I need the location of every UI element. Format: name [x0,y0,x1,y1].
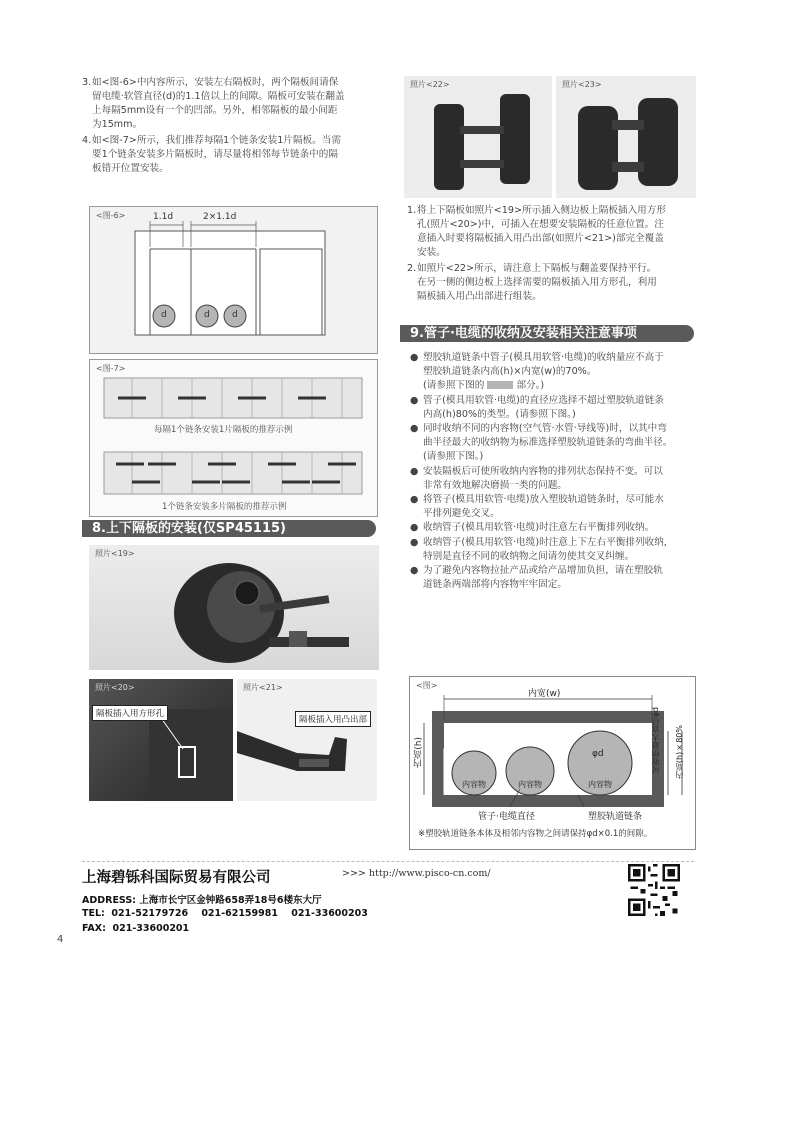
dimension-2x1-1d: 2×1.1d [203,212,237,222]
bullet-item [410,394,700,422]
page-number: 4 [57,934,64,945]
inner-width-label: 内宽(w) [528,689,561,699]
paragraph-line: 如照片<22>所示，请注意上下隔板与翻盖要保持平行。 [417,263,657,274]
photo-label: 照片<22> [410,80,450,89]
photo-label: 照片<23> [562,80,602,89]
inner-height-label: 内高(h) [414,737,424,768]
photo-23-image [556,76,696,198]
bullet-line: 内高(h)80%的类型。(请参照下图。) [423,408,576,420]
bullet-dot-icon: ● [410,522,419,534]
figure-6-drawing [90,207,377,353]
paragraph-line: 孔(照片<20>)中，可插入在想要安装隔板的任意位置。注 [417,219,664,230]
figure-label: <图-7> [96,364,126,373]
bullet-item [410,521,700,535]
bullet-dot-icon: ● [410,352,419,363]
photo-20-callout: 隔板插入用方形孔 [92,705,168,721]
paragraph-line: 如<图-6>中内容所示，安装左右隔板时，两个隔板间请保 [92,77,339,88]
tube-diameter-label: 管子·电缆直径 [478,812,535,822]
bullet-line: 为了避免内容物拉扯产品或给产品增加负担，请在塑胶轨 [423,565,663,577]
bullet-line: 塑胶轨道链条中管子(模具用软管·电缆)的收纳量应不高于 [423,352,664,363]
bullet-line: 道链条两端部将内容物牢牢固定。 [423,579,567,591]
bullet-item [410,536,700,564]
photo-21-callout: 隔板插入用凸出部 [295,711,371,727]
max-diameter-label: 可收纳最大直径φd [651,707,660,774]
figure-7-drawing [90,360,377,516]
figure-7-caption-1: 每隔1个链条安装1片隔板的推荐示例 [154,425,293,435]
photo-19 [89,545,379,670]
bullet-line: 安装隔板后可使所收纳内容物的排列状态保持不变。可以 [423,465,663,477]
figure-7 [89,359,378,517]
photo-21 [237,679,377,801]
qr-code-icon [628,864,680,916]
photo-20 [89,679,233,801]
bullet-line: 收纳管子(模具用软管·电缆)时注意左右平衡排列收纳。 [423,522,655,534]
figure-6 [89,206,378,354]
paragraph-line: 在另一侧的侧边板上选择需要的隔板插入用方形孔，利用 [417,277,657,288]
photo-22-image [404,76,552,198]
bullet-line: 平排列避免交叉。 [423,508,500,520]
right-paragraph-1 [407,204,703,260]
bullet-line: 将管子(模具用软管·电缆)放入塑胶轨道链条时，尽可能水 [423,494,664,506]
photo-label: 照片<21> [243,683,283,692]
content-label: 内容物 [518,780,542,789]
bullet-line: 同时收纳不同的内容物(空气管·水管·导线等)时，以其中弯 [423,423,667,435]
figure-7-caption-2: 1个链条安装多片隔板的推荐示例 [162,502,287,512]
photo-19-chain-image [89,545,379,670]
height-80-label: 内高(h)×80% [675,725,684,780]
bullet-line: (请参照下图。) [423,451,484,463]
bullet-line: 非常有效地解决磨损一类的问题。 [423,479,567,491]
bullet-dot-icon: ● [410,423,419,435]
bullet-dot-icon: ● [410,565,419,577]
bullet-item [410,493,700,521]
bullet-line: 塑胶轨道链条内高(h)×内宽(w)的70%。 [423,366,597,378]
section-9-title: 9.管子·电缆的收纳及安装相关注意事项 [400,325,694,342]
photo-22 [404,76,552,198]
gray-swatch [487,381,513,389]
chain-label: 塑胶轨道链条 [588,812,643,822]
clearance-note: ※塑胶轨道链条本体及相邻内容物之间请保持φd×0.1的间隙。 [418,829,653,839]
precautions-list [410,351,700,592]
paragraph-3 [82,76,382,132]
bullet-item [410,465,700,493]
bullet-line: 收纳管子(模具用软管·电缆)时注意上下左右平衡排列收纳， [423,536,674,548]
paragraph-line: 留电缆·软管直径(d)的1.1倍以上的间隙。隔板可安装在翻盖 [92,91,345,102]
bullet-dot-icon: ● [410,465,419,477]
paragraph-line: 为15mm。 [92,119,143,130]
footer-tel: TEL: 021-52179726 021-62159981 021-33600203 [82,908,368,919]
paragraph-number: 2. [407,263,417,274]
photo-21-image [237,679,377,801]
diameter-label: d [204,310,210,320]
footer-divider [82,861,694,862]
right-paragraph-2 [407,262,703,304]
paragraph-line: 如<图-7>所示，我们推荐每隔1个链条安装1片隔板。当需 [92,135,341,146]
bullet-line [423,379,700,393]
footer-fax: FAX: 021-33600201 [82,923,190,934]
footer-address: ADDRESS: 上海市长宁区金钟路658弄18号6楼东大厅 [82,895,322,906]
section-8-title: 8.上下隔板的安装(仅SP45115) [82,520,376,537]
content-label: 内容物 [462,780,486,789]
paragraph-number: 3. [82,77,92,88]
paragraph-line: 上每隔5mm设有一个的凹部。另外，相邻隔板的最小间距 [92,105,338,116]
paragraph-line: 将上下隔板如照片<19>所示插入侧边板上隔板插入用方形 [417,205,666,216]
bullet-item [410,422,700,465]
figure-label: <图> [416,681,438,690]
bullet-dot-icon: ● [410,394,419,406]
photo-label: 照片<19> [95,549,135,558]
bullet-line: 特别是直径不同的收纳物之间请勿使其交叉纠缠。 [423,550,635,562]
bullet-line: 管子(模具用软管·电缆)的直径应选择不超过塑胶轨道链条 [423,394,664,406]
bullet-dot-icon: ● [410,536,419,548]
paragraph-4 [82,134,382,176]
paragraph-line: 板错开位置安装。 [92,163,169,174]
paragraph-number: 1. [407,205,417,216]
photo-23 [556,76,696,198]
content-label: 内容物 [588,780,612,789]
paragraph-line: 意插入时要将隔板插入用凸出部(如照片<21>)部完全覆盖 [417,233,664,244]
chain-cross-section-figure [409,676,696,850]
diameter-label: d [232,310,238,320]
diameter-label: d [161,310,167,320]
phi-d-label: φd [592,749,604,759]
paragraph-number: 4. [82,135,92,146]
bullet-item [410,351,700,394]
bullet-line: 曲半径最大的收纳物为标准选择塑胶轨道链条的弯曲半径。 [423,437,673,449]
figure-label: <图-6> [96,211,126,220]
bullet-item [410,564,700,592]
company-name: 上海碧铄科国际贸易有限公司 [82,870,271,886]
paragraph-line: 隔板插入用凸出部进行组装。 [417,291,542,302]
bullet-line-part: (请参照下图的 [423,380,485,392]
website-link[interactable]: >>> http://www.pisco-cn.com/ [342,868,491,879]
photo-label: 照片<20> [95,683,135,692]
paragraph-line: 安装。 [417,247,446,258]
bullet-line-part: 部分。) [516,380,545,392]
paragraph-line: 要1个链条安装多片隔板时，请尽量将相邻每节链条中的隔 [92,149,338,160]
photo-20-image [89,679,233,801]
dimension-1-1d: 1.1d [153,212,174,222]
bullet-dot-icon: ● [410,494,419,506]
